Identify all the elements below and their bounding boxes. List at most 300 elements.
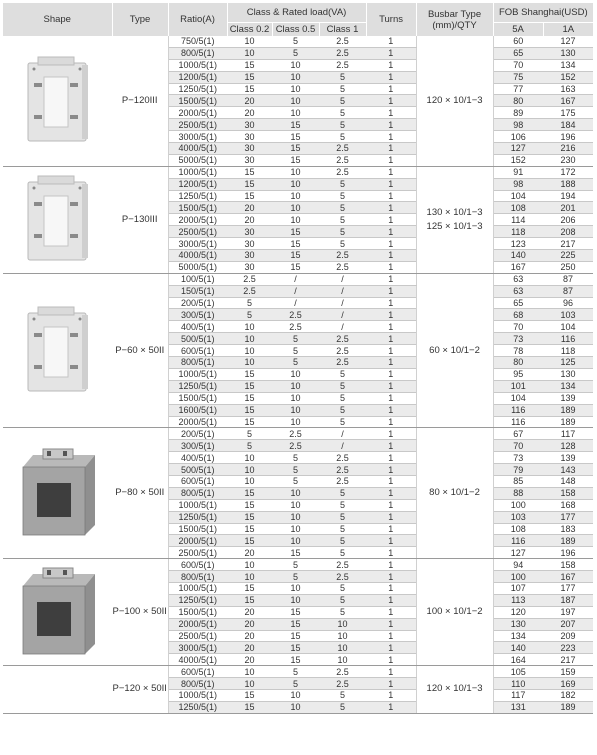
class1-cell: 2.5 <box>319 59 366 71</box>
fob-1a-cell: 196 <box>543 131 593 143</box>
class05-cell: 15 <box>272 606 319 618</box>
ratio-cell: 600/5(1) <box>168 559 227 571</box>
fob-5a-cell: 116 <box>493 535 543 547</box>
class05-cell: 5 <box>272 47 319 59</box>
class02-cell: 15 <box>227 83 272 95</box>
fob-1a-cell: 117 <box>543 428 593 440</box>
turns-cell: 1 <box>366 475 416 487</box>
class1-cell: 2.5 <box>319 678 366 690</box>
fob-1a-cell: 158 <box>543 559 593 571</box>
turns-cell: 1 <box>366 594 416 606</box>
class05-cell: 2.5 <box>272 428 319 440</box>
class05-cell: 5 <box>272 559 319 571</box>
type-cell: P−120III <box>112 36 168 166</box>
turns-cell: 1 <box>366 701 416 713</box>
fob-5a-cell: 89 <box>493 107 543 119</box>
busbar-spec: 130 × 10/1−3 <box>426 206 483 218</box>
turns-header: Turns <box>366 3 416 36</box>
class1-cell: 5 <box>319 380 366 392</box>
class02-cell: 10 <box>227 36 272 47</box>
class02-cell: 15 <box>227 71 272 83</box>
fob-1a-cell: 217 <box>543 654 593 666</box>
turns-cell: 1 <box>366 606 416 618</box>
class1-cell: 5 <box>319 107 366 119</box>
class05-cell: 10 <box>272 190 319 202</box>
turns-cell: 1 <box>366 559 416 571</box>
turns-cell: 1 <box>366 119 416 131</box>
fob-1a-cell: 208 <box>543 226 593 238</box>
grey-ct-photo <box>17 566 99 658</box>
class05-cell: 10 <box>272 83 319 95</box>
turns-cell: 1 <box>366 285 416 297</box>
ratio-cell: 400/5(1) <box>168 452 227 464</box>
turns-cell: 1 <box>366 178 416 190</box>
table-row <box>3 166 593 178</box>
class1-cell: 2.5 <box>319 464 366 476</box>
table-row <box>3 273 593 285</box>
fob-1a-cell: 158 <box>543 487 593 499</box>
ratio-cell: 150/5(1) <box>168 285 227 297</box>
turns-cell: 1 <box>366 428 416 440</box>
class05-cell: 2.5 <box>272 309 319 321</box>
class05-cell: 5 <box>272 571 319 583</box>
class1-header: Class 1 <box>319 23 366 37</box>
class05-cell: 10 <box>272 487 319 499</box>
class02-cell: 30 <box>227 250 272 262</box>
class05-cell: 10 <box>272 166 319 178</box>
busbar-cell <box>416 273 493 428</box>
ratio-cell: 1250/5(1) <box>168 380 227 392</box>
fob-5a-cell: 113 <box>493 594 543 606</box>
class05-cell: / <box>272 285 319 297</box>
fob-5a-header: 5A <box>493 23 543 37</box>
class05-cell: 5 <box>272 345 319 357</box>
class1-cell: 5 <box>319 535 366 547</box>
class05-cell: 10 <box>272 523 319 535</box>
fob-5a-cell: 130 <box>493 618 543 630</box>
fob-1a-cell: 223 <box>543 642 593 654</box>
fob-5a-cell: 68 <box>493 309 543 321</box>
turns-cell: 1 <box>366 261 416 273</box>
ratio-cell: 3000/5(1) <box>168 131 227 143</box>
class05-cell: / <box>272 297 319 309</box>
turns-cell: 1 <box>366 666 416 678</box>
fob-5a-cell: 65 <box>493 297 543 309</box>
fob-1a-cell: 163 <box>543 83 593 95</box>
fob-5a-cell: 140 <box>493 250 543 262</box>
ratio-cell: 800/5(1) <box>168 47 227 59</box>
table-row <box>3 666 593 678</box>
fob-5a-cell: 73 <box>493 452 543 464</box>
turns-cell: 1 <box>366 404 416 416</box>
fob-1a-cell: 139 <box>543 392 593 404</box>
ratio-cell: 2500/5(1) <box>168 226 227 238</box>
ratio-cell: 1000/5(1) <box>168 59 227 71</box>
class05-cell: 15 <box>272 119 319 131</box>
fob-5a-cell: 167 <box>493 261 543 273</box>
ratio-cell: 2500/5(1) <box>168 630 227 642</box>
class05-cell: 15 <box>272 642 319 654</box>
fob-1a-cell: 201 <box>543 202 593 214</box>
price-table-container <box>3 3 593 714</box>
ratio-cell: 1000/5(1) <box>168 499 227 511</box>
class05-cell: 5 <box>272 678 319 690</box>
busbar-spec: 125 × 10/1−3 <box>426 220 483 232</box>
ratio-cell: 1250/5(1) <box>168 190 227 202</box>
class1-cell: 5 <box>319 547 366 559</box>
class1-cell: 5 <box>319 689 366 701</box>
ratio-cell: 2500/5(1) <box>168 547 227 559</box>
turns-cell: 1 <box>366 440 416 452</box>
fob-5a-cell: 114 <box>493 214 543 226</box>
class05-cell: 10 <box>272 214 319 226</box>
ratio-cell: 800/5(1) <box>168 487 227 499</box>
class02-cell: 15 <box>227 380 272 392</box>
turns-cell: 1 <box>366 416 416 428</box>
class05-cell: 5 <box>272 333 319 345</box>
class05-cell: 15 <box>272 630 319 642</box>
class1-cell: / <box>319 309 366 321</box>
type-cell: P−80 × 50II <box>112 428 168 559</box>
table-row <box>3 36 593 47</box>
turns-cell: 1 <box>366 547 416 559</box>
class02-cell: 15 <box>227 487 272 499</box>
turns-cell: 1 <box>366 368 416 380</box>
fob-1a-cell: 148 <box>543 475 593 487</box>
class02-cell: 15 <box>227 416 272 428</box>
fob-1a-cell: 143 <box>543 464 593 476</box>
class1-cell: 10 <box>319 654 366 666</box>
fob-5a-cell: 117 <box>493 689 543 701</box>
class1-cell: 5 <box>319 83 366 95</box>
class02-cell: 5 <box>227 428 272 440</box>
type-cell: P−100 × 50II <box>112 559 168 666</box>
ratio-cell: 1500/5(1) <box>168 523 227 535</box>
table-row <box>3 559 593 571</box>
fob-5a-cell: 98 <box>493 178 543 190</box>
turns-cell: 1 <box>366 143 416 155</box>
busbar-spec: 100 × 10/1−2 <box>426 606 483 618</box>
class02-header: Class 0.2 <box>227 23 272 37</box>
busbar-spec: 80 × 10/1−2 <box>429 487 480 499</box>
class05-header: Class 0.5 <box>272 23 319 37</box>
class05-cell: 5 <box>272 452 319 464</box>
turns-cell: 1 <box>366 689 416 701</box>
turns-cell: 1 <box>366 166 416 178</box>
type-cell: P−60 × 50II <box>112 273 168 428</box>
turns-cell: 1 <box>366 582 416 594</box>
fob-5a-cell: 75 <box>493 71 543 83</box>
fob-1a-cell: 217 <box>543 238 593 250</box>
class-load-header: Class & Rated load(VA) <box>227 3 366 23</box>
fob-1a-cell: 104 <box>543 321 593 333</box>
fob-5a-cell: 140 <box>493 642 543 654</box>
class05-cell: 5 <box>272 475 319 487</box>
fob-1a-cell: 134 <box>543 380 593 392</box>
ratio-cell: 1000/5(1) <box>168 166 227 178</box>
product-photo-cell <box>3 166 112 273</box>
class1-cell: 10 <box>319 630 366 642</box>
class02-cell: 30 <box>227 154 272 166</box>
type-header: Type <box>112 3 168 36</box>
class1-cell: 5 <box>319 202 366 214</box>
class1-cell: / <box>319 273 366 285</box>
fob-1a-cell: 196 <box>543 547 593 559</box>
class02-cell: 15 <box>227 523 272 535</box>
class1-cell: 5 <box>319 606 366 618</box>
ratio-cell: 200/5(1) <box>168 297 227 309</box>
product-photo-cell <box>3 559 112 666</box>
fob-5a-cell: 107 <box>493 582 543 594</box>
class02-cell: 10 <box>227 321 272 333</box>
class05-cell: 10 <box>272 582 319 594</box>
class1-cell: 2.5 <box>319 47 366 59</box>
ratio-cell: 800/5(1) <box>168 571 227 583</box>
ratio-cell: 1250/5(1) <box>168 511 227 523</box>
fob-1a-cell: 172 <box>543 166 593 178</box>
class02-cell: 2.5 <box>227 273 272 285</box>
ratio-cell: 1000/5(1) <box>168 689 227 701</box>
ratio-cell: 1250/5(1) <box>168 701 227 713</box>
class05-cell: 15 <box>272 250 319 262</box>
fob-1a-cell: 87 <box>543 273 593 285</box>
class02-cell: 15 <box>227 499 272 511</box>
class02-cell: 15 <box>227 190 272 202</box>
white-ct-photo <box>24 305 92 397</box>
fob-1a-cell: 188 <box>543 178 593 190</box>
busbar-cell <box>416 428 493 559</box>
ratio-cell: 4000/5(1) <box>168 654 227 666</box>
turns-cell: 1 <box>366 321 416 333</box>
fob-5a-cell: 65 <box>493 47 543 59</box>
white-ct-photo <box>24 55 92 147</box>
class02-cell: 10 <box>227 475 272 487</box>
turns-cell: 1 <box>366 630 416 642</box>
class02-cell: 30 <box>227 131 272 143</box>
class02-cell: 15 <box>227 594 272 606</box>
fob-1a-cell: 169 <box>543 678 593 690</box>
class02-cell: 10 <box>227 559 272 571</box>
class1-cell: 5 <box>319 190 366 202</box>
fob-1a-cell: 103 <box>543 309 593 321</box>
shape-header: Shape <box>3 3 112 36</box>
fob-1a-cell: 206 <box>543 214 593 226</box>
fob-1a-cell: 167 <box>543 95 593 107</box>
fob-5a-cell: 104 <box>493 190 543 202</box>
ratio-cell: 1500/5(1) <box>168 392 227 404</box>
ratio-cell: 800/5(1) <box>168 357 227 369</box>
turns-cell: 1 <box>366 380 416 392</box>
class02-cell: 15 <box>227 178 272 190</box>
table-body <box>3 36 593 713</box>
class1-cell: 5 <box>319 404 366 416</box>
fob-5a-cell: 134 <box>493 630 543 642</box>
turns-cell: 1 <box>366 345 416 357</box>
fob-1a-cell: 134 <box>543 59 593 71</box>
ratio-cell: 1250/5(1) <box>168 594 227 606</box>
busbar-cell <box>416 666 493 714</box>
turns-cell: 1 <box>366 535 416 547</box>
turns-cell: 1 <box>366 452 416 464</box>
class1-cell: 2.5 <box>319 571 366 583</box>
turns-cell: 1 <box>366 309 416 321</box>
fob-1a-cell: 118 <box>543 345 593 357</box>
fob-1a-cell: 189 <box>543 404 593 416</box>
turns-cell: 1 <box>366 202 416 214</box>
ratio-cell: 500/5(1) <box>168 464 227 476</box>
fob-5a-cell: 67 <box>493 428 543 440</box>
fob-1a-cell: 177 <box>543 582 593 594</box>
fob-5a-cell: 100 <box>493 571 543 583</box>
ratio-cell: 1500/5(1) <box>168 95 227 107</box>
class02-cell: 15 <box>227 535 272 547</box>
class05-cell: 2.5 <box>272 440 319 452</box>
price-table <box>3 3 593 714</box>
class1-cell: 5 <box>319 71 366 83</box>
ratio-cell: 3000/5(1) <box>168 642 227 654</box>
busbar-spec: 120 × 10/1−3 <box>426 94 483 106</box>
ratio-cell: 500/5(1) <box>168 333 227 345</box>
turns-cell: 1 <box>366 226 416 238</box>
turns-cell: 1 <box>366 511 416 523</box>
class02-cell: 15 <box>227 404 272 416</box>
turns-cell: 1 <box>366 154 416 166</box>
type-cell: P−120 × 50II <box>112 666 168 714</box>
class1-cell: 5 <box>319 226 366 238</box>
fob-5a-cell: 118 <box>493 226 543 238</box>
fob-5a-cell: 70 <box>493 321 543 333</box>
class02-cell: 10 <box>227 345 272 357</box>
class1-cell: 2.5 <box>319 261 366 273</box>
class05-cell: 15 <box>272 618 319 630</box>
turns-cell: 1 <box>366 214 416 226</box>
turns-cell: 1 <box>366 618 416 630</box>
ratio-cell: 1500/5(1) <box>168 606 227 618</box>
class1-cell: 5 <box>319 594 366 606</box>
product-photo-cell <box>3 36 112 166</box>
fob-5a-cell: 80 <box>493 357 543 369</box>
class02-cell: 10 <box>227 666 272 678</box>
class05-cell: 10 <box>272 499 319 511</box>
busbar-header: Busbar Type (mm)/QTY <box>416 3 493 36</box>
class1-cell: 2.5 <box>319 559 366 571</box>
class1-cell: 5 <box>319 238 366 250</box>
fob-1a-cell: 175 <box>543 107 593 119</box>
fob-5a-cell: 123 <box>493 238 543 250</box>
class1-cell: 2.5 <box>319 666 366 678</box>
class02-cell: 15 <box>227 582 272 594</box>
fob-1a-header: 1A <box>543 23 593 37</box>
ratio-cell: 2000/5(1) <box>168 214 227 226</box>
fob-5a-cell: 78 <box>493 345 543 357</box>
fob-5a-cell: 63 <box>493 285 543 297</box>
fob-1a-cell: 159 <box>543 666 593 678</box>
class02-cell: 15 <box>227 511 272 523</box>
class05-cell: 5 <box>272 36 319 47</box>
class1-cell: 2.5 <box>319 452 366 464</box>
fob-5a-cell: 108 <box>493 523 543 535</box>
fob-5a-cell: 103 <box>493 511 543 523</box>
fob-1a-cell: 96 <box>543 297 593 309</box>
class05-cell: 10 <box>272 107 319 119</box>
turns-cell: 1 <box>366 523 416 535</box>
class1-cell: 2.5 <box>319 143 366 155</box>
ratio-cell: 1500/5(1) <box>168 202 227 214</box>
class1-cell: 2.5 <box>319 36 366 47</box>
fob-1a-cell: 189 <box>543 416 593 428</box>
fob-1a-cell: 182 <box>543 689 593 701</box>
ratio-cell: 300/5(1) <box>168 309 227 321</box>
class02-cell: 20 <box>227 107 272 119</box>
fob-5a-cell: 63 <box>493 273 543 285</box>
turns-cell: 1 <box>366 642 416 654</box>
ratio-cell: 100/5(1) <box>168 273 227 285</box>
class02-cell: 15 <box>227 166 272 178</box>
turns-cell: 1 <box>366 392 416 404</box>
fob-5a-cell: 79 <box>493 464 543 476</box>
ratio-header: Ratio(A) <box>168 3 227 36</box>
class05-cell: 10 <box>272 594 319 606</box>
fob-1a-cell: 189 <box>543 701 593 713</box>
class02-cell: 15 <box>227 392 272 404</box>
class02-cell: 20 <box>227 547 272 559</box>
turns-cell: 1 <box>366 131 416 143</box>
class1-cell: 5 <box>319 499 366 511</box>
class05-cell: 10 <box>272 178 319 190</box>
ratio-cell: 1250/5(1) <box>168 83 227 95</box>
class02-cell: 20 <box>227 95 272 107</box>
ratio-cell: 600/5(1) <box>168 666 227 678</box>
fob-1a-cell: 177 <box>543 511 593 523</box>
turns-cell: 1 <box>366 678 416 690</box>
fob-1a-cell: 130 <box>543 47 593 59</box>
turns-cell: 1 <box>366 71 416 83</box>
ratio-cell: 4000/5(1) <box>168 250 227 262</box>
grey-ct-photo <box>17 447 99 539</box>
class05-cell: 15 <box>272 654 319 666</box>
class05-cell: / <box>272 273 319 285</box>
fob-5a-cell: 88 <box>493 487 543 499</box>
fob-1a-cell: 128 <box>543 440 593 452</box>
ratio-cell: 2000/5(1) <box>168 416 227 428</box>
class02-cell: 30 <box>227 238 272 250</box>
class02-cell: 20 <box>227 606 272 618</box>
fob-5a-cell: 120 <box>493 606 543 618</box>
class02-cell: 10 <box>227 464 272 476</box>
class05-cell: 5 <box>272 666 319 678</box>
turns-cell: 1 <box>366 238 416 250</box>
busbar-cell <box>416 166 493 273</box>
ratio-cell: 2000/5(1) <box>168 107 227 119</box>
fob-5a-cell: 104 <box>493 392 543 404</box>
class02-cell: 15 <box>227 689 272 701</box>
class05-cell: 15 <box>272 547 319 559</box>
fob-1a-cell: 184 <box>543 119 593 131</box>
class1-cell: 2.5 <box>319 357 366 369</box>
fob-5a-cell: 73 <box>493 333 543 345</box>
class02-cell: 10 <box>227 571 272 583</box>
fob-5a-cell: 70 <box>493 59 543 71</box>
fob-1a-cell: 194 <box>543 190 593 202</box>
class1-cell: / <box>319 428 366 440</box>
class1-cell: 5 <box>319 95 366 107</box>
class1-cell: 5 <box>319 119 366 131</box>
class1-cell: 5 <box>319 523 366 535</box>
class02-cell: 10 <box>227 678 272 690</box>
table-row <box>3 428 593 440</box>
fob-1a-cell: 209 <box>543 630 593 642</box>
fob-5a-cell: 116 <box>493 416 543 428</box>
